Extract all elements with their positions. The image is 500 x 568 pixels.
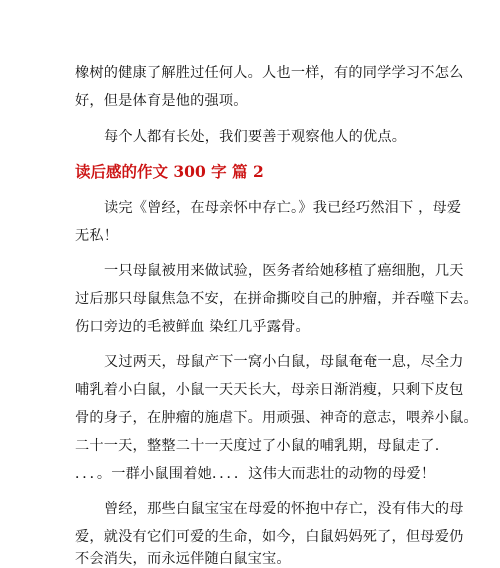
paragraph-6-line-2: 爱，就没有它们可爱的生命，如今，白鼠妈妈死了，但母爱仍 (75, 529, 464, 545)
paragraph-6-line-1: 曾经，那些白鼠宝宝在母爱的怀抱中存亡，没有伟大的母 (104, 501, 464, 517)
paragraph-5-line-2: 哺乳着小白鼠，小鼠一天天长大，母亲日渐消瘦，只剩下皮包 (75, 382, 464, 398)
paragraph-5-line-3: 骨的身子，在肿瘤的施虐下。用顽强、神奇的意志，喂养小鼠。 (75, 410, 478, 426)
paragraph-3-line-2: 无私！ (75, 228, 119, 244)
paragraph-5-line-1: 又过两天，母鼠产下一窝小白鼠，母鼠奄奄一息，尽全力 (104, 354, 464, 370)
paragraph-4-line-3: 伤口旁边的毛被鲜血 染红几乎露骨。 (75, 319, 310, 335)
paragraph-4-line-1: 一只母鼠被用来做试验，医务者给她移植了癌细胞，几天 (104, 263, 464, 279)
paragraph-5-line-4: 二十一天，整整二十一天度过了小鼠的哺乳期，母鼠走了. (75, 438, 440, 454)
paragraph-1-line-2: 好，但是体育是他的强项。 (75, 93, 248, 109)
paragraph-3-line-1: 读完《曾经，在母亲怀中存亡。》我已经巧然泪下 ，母爱 (104, 200, 462, 216)
paragraph-1-line-1: 橡树的健康了解胜过任何人。人也一样，有的同学学习不怎么 (75, 65, 464, 81)
section-heading: 读后感的作文 300 字 篇 2 (75, 162, 264, 181)
paragraph-4-line-2: 过后那只母鼠焦急不安，在拼命撕咬自己的肿瘤，并吞噬下去。 (75, 291, 478, 307)
paragraph-6-line-3: 不会消失，而永远伴随白鼠宝宝。 (75, 551, 291, 567)
paragraph-5-line-5: ．．．。一群小鼠围着她．．．．这伟大而悲壮的动物的母爱！ (75, 466, 436, 482)
paragraph-2-line-1: 每个人都有长处，我们要善于观察他人的优点。 (104, 129, 407, 145)
